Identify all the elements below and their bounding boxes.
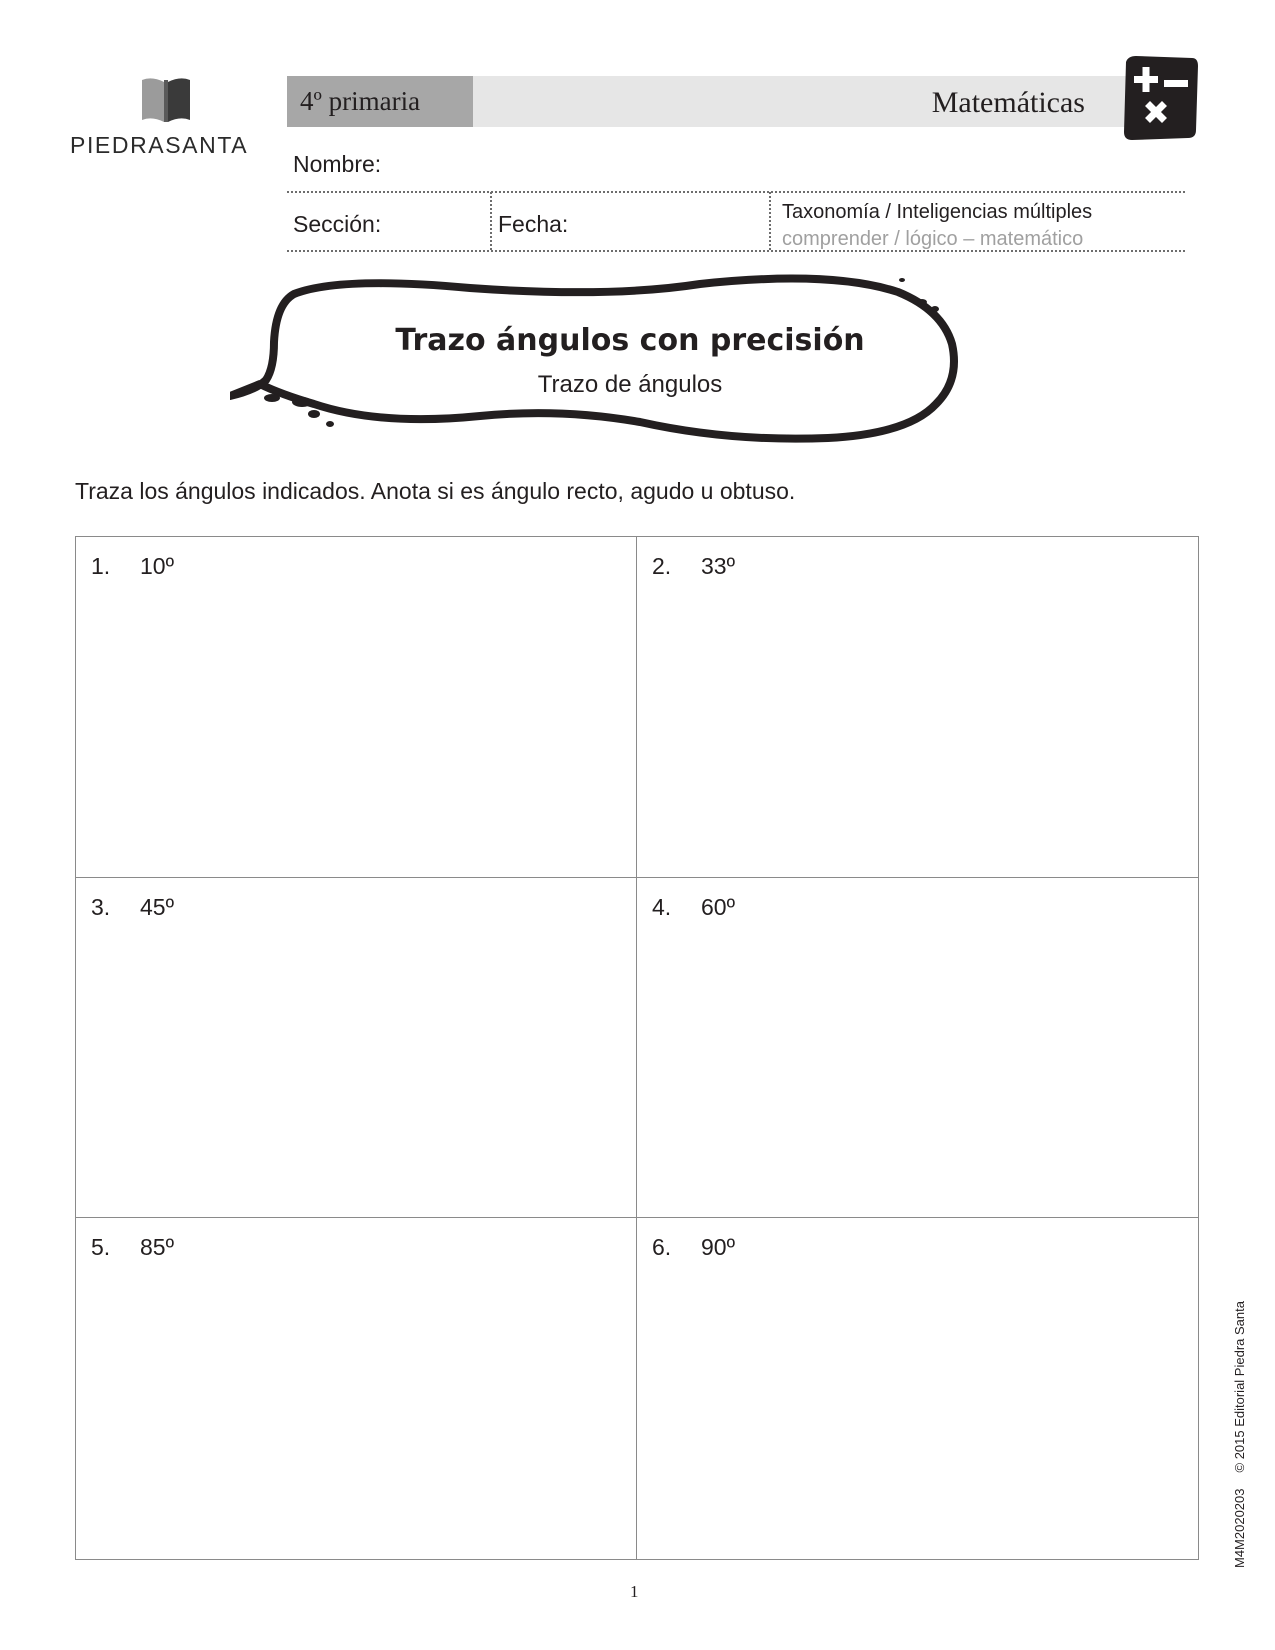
exercise-cell[interactable] <box>76 537 637 878</box>
exercise-number: 5. <box>91 1234 111 1261</box>
exercise-number: 1. <box>91 553 111 579</box>
worksheet-subtitle: Trazo de ángulos <box>537 371 723 398</box>
exercise-angle: 33º <box>701 553 735 579</box>
fields-bottom-line <box>287 250 1185 252</box>
field-divider <box>490 192 492 250</box>
exercise-grid <box>75 536 1199 1560</box>
name-underline <box>287 191 1185 193</box>
open-book-icon <box>140 74 192 124</box>
exercise-cell[interactable] <box>76 1218 637 1559</box>
grade-label <box>287 76 473 127</box>
exercise-number: 4. <box>652 893 672 920</box>
exercise-number: 6. <box>652 1234 672 1261</box>
exercise-angle: 10º <box>140 553 174 579</box>
subject-title: Matemáticas <box>931 86 1085 119</box>
exercise-cell[interactable] <box>637 878 1198 1219</box>
taxonomy-value: comprender / lógico – matemático <box>782 228 1084 250</box>
field-divider <box>769 192 771 250</box>
grade-text: 4º primaria <box>300 86 421 116</box>
document-code: M4M2020203 <box>1232 1488 1247 1568</box>
taxonomy-title: Taxonomía / Inteligencias múltiples <box>782 201 1093 223</box>
title-splash-shape <box>230 272 982 448</box>
side-copyright <box>1232 1301 1247 1568</box>
publisher-logo <box>70 74 262 164</box>
exercise-number: 2. <box>652 553 672 579</box>
section-label: Sección: <box>293 211 382 237</box>
exercise-angle: 85º <box>140 1234 174 1261</box>
exercise-angle: 90º <box>701 1234 735 1261</box>
worksheet-title: Trazo ángulos con precisión <box>395 323 865 358</box>
instruction-text: Traza los ángulos indicados. Anota si es ángulo recto, agudo u obtuso. <box>75 478 796 504</box>
exercise-angle: 60º <box>701 893 735 920</box>
math-operations-icon <box>1120 54 1200 142</box>
exercise-cell[interactable] <box>637 537 1198 878</box>
exercise-number: 3. <box>91 893 111 920</box>
exercise-angle: 45º <box>140 893 174 920</box>
brand-name: PIEDRASANTA <box>70 132 249 158</box>
date-label: Fecha: <box>498 211 569 237</box>
exercise-cell[interactable] <box>637 1218 1198 1559</box>
exercise-cell[interactable] <box>76 878 637 1219</box>
page-number: 1 <box>630 1582 639 1601</box>
copyright-text: © 2015 Editorial Piedra Santa <box>1232 1301 1247 1473</box>
name-label: Nombre: <box>293 151 382 177</box>
